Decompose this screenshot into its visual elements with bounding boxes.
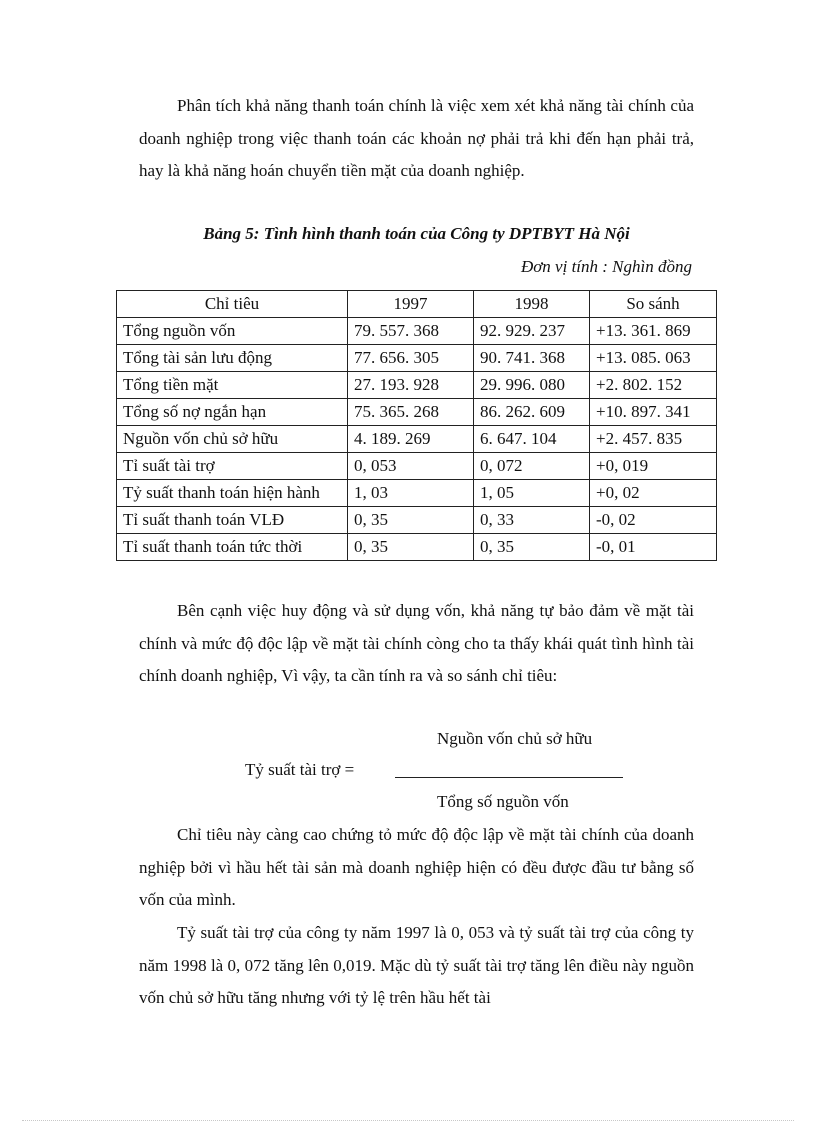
value-1997: 0, 053 (348, 453, 474, 480)
paragraph-3: Chỉ tiêu này càng cao chứng tỏ mức độ độc lập về mặt tài chính của doanh nghiệp bởi vì hầu hết tài sản mà doanh nghiệp hiện có đều được đầu tư bằng số vốn của mình. (139, 825, 694, 909)
row-label: Tổng nguồn vốn (117, 318, 348, 345)
value-1998: 6. 647. 104 (474, 426, 590, 453)
table-row (117, 318, 717, 345)
value-comparison: +13. 085. 063 (590, 345, 717, 372)
value-comparison: -0, 01 (590, 534, 717, 561)
unit-note: Đơn vị tính : Nghìn đồng (520, 257, 692, 276)
value-1997: 75. 365. 268 (348, 399, 474, 426)
value-comparison: +13. 361. 869 (590, 318, 717, 345)
value-1997: 79. 557. 368 (348, 318, 474, 345)
table-row (117, 480, 717, 507)
formula-left-side: Tỷ suất tài trợ = (245, 760, 355, 779)
table-row (117, 426, 717, 453)
value-1998: 86. 262. 609 (474, 399, 590, 426)
value-1998: 0, 35 (474, 534, 590, 561)
value-1998: 90. 741. 368 (474, 345, 590, 372)
row-label: Tỉ suất thanh toán tức thời (117, 534, 348, 561)
table-row (117, 534, 717, 561)
value-comparison: -0, 02 (590, 507, 717, 534)
header-1997: 1997 (348, 291, 474, 318)
table-row (117, 453, 717, 480)
row-label: Nguồn vốn chủ sở hữu (117, 426, 348, 453)
value-comparison: +2. 457. 835 (590, 426, 717, 453)
value-1998: 0, 33 (474, 507, 590, 534)
payment-status-table (116, 290, 717, 561)
value-1998: 92. 929. 237 (474, 318, 590, 345)
row-label: Tổng số nợ ngắn hạn (117, 399, 348, 426)
row-label: Tổng tài sản lưu động (117, 345, 348, 372)
value-1997: 77. 656. 305 (348, 345, 474, 372)
formula-numerator: Nguồn vốn chủ sở hữu (437, 729, 593, 748)
header-comparison: So sánh (590, 291, 717, 318)
value-1997: 1, 03 (348, 480, 474, 507)
intro-paragraph: Phân tích khả năng thanh toán chính là việc xem xét khả năng tài chính của doanh nghiệp trong việc thanh toán các khoản nợ phải trả khi đến hạn phải trả, hay là khả năng hoán chuyển tiền mặt của doanh nghiệp. (139, 96, 694, 180)
value-comparison: +10. 897. 341 (590, 399, 717, 426)
value-1998: 29. 996. 080 (474, 372, 590, 399)
page-bottom-rule (22, 1120, 794, 1121)
row-label: Tổng tiền mặt (117, 372, 348, 399)
value-1998: 0, 072 (474, 453, 590, 480)
value-1997: 0, 35 (348, 507, 474, 534)
formula-denominator: Tổng số nguồn vốn (437, 792, 569, 811)
value-comparison: +0, 02 (590, 480, 717, 507)
row-label: Tỉ suất tài trợ (117, 453, 348, 480)
row-label: Tỉ suất thanh toán VLĐ (117, 507, 348, 534)
table-row (117, 372, 717, 399)
header-indicator: Chỉ tiêu (117, 291, 348, 318)
value-1997: 27. 193. 928 (348, 372, 474, 399)
table-header-row (117, 291, 717, 318)
fraction-bar (395, 777, 623, 778)
paragraph-4: Tỷ suất tài trợ của công ty năm 1997 là 0, 053 và tỷ suất tài trợ của công ty năm 1998 là 0, 072 tăng lên 0,019. Mặc dù tỷ suất tài trợ tăng lên điều này nguồn vốn chủ sở hữu tăng nhưng với tỷ lệ trên hầu hết tài (139, 923, 694, 1007)
paragraph-2: Bên cạnh việc huy động và sử dụng vốn, khả năng tự bảo đảm về mặt tài chính và mức độ độc lập về mặt tài chính còng cho ta thấy khái quát tình hình tài chính doanh nghiệp, Vì vậy, ta cần tính ra và so sánh chỉ tiêu: (139, 601, 694, 685)
value-comparison: +0, 019 (590, 453, 717, 480)
value-1997: 4. 189. 269 (348, 426, 474, 453)
table-row (117, 399, 717, 426)
header-1998: 1998 (474, 291, 590, 318)
table-row (117, 507, 717, 534)
value-1997: 0, 35 (348, 534, 474, 561)
value-1998: 1, 05 (474, 480, 590, 507)
value-comparison: +2. 802. 152 (590, 372, 717, 399)
table-row (117, 345, 717, 372)
row-label: Tỷ suất thanh toán hiện hành (117, 480, 348, 507)
table-caption: Bảng 5: Tình hình thanh toán của Công ty DPTBYT Hà Nội (203, 224, 630, 243)
